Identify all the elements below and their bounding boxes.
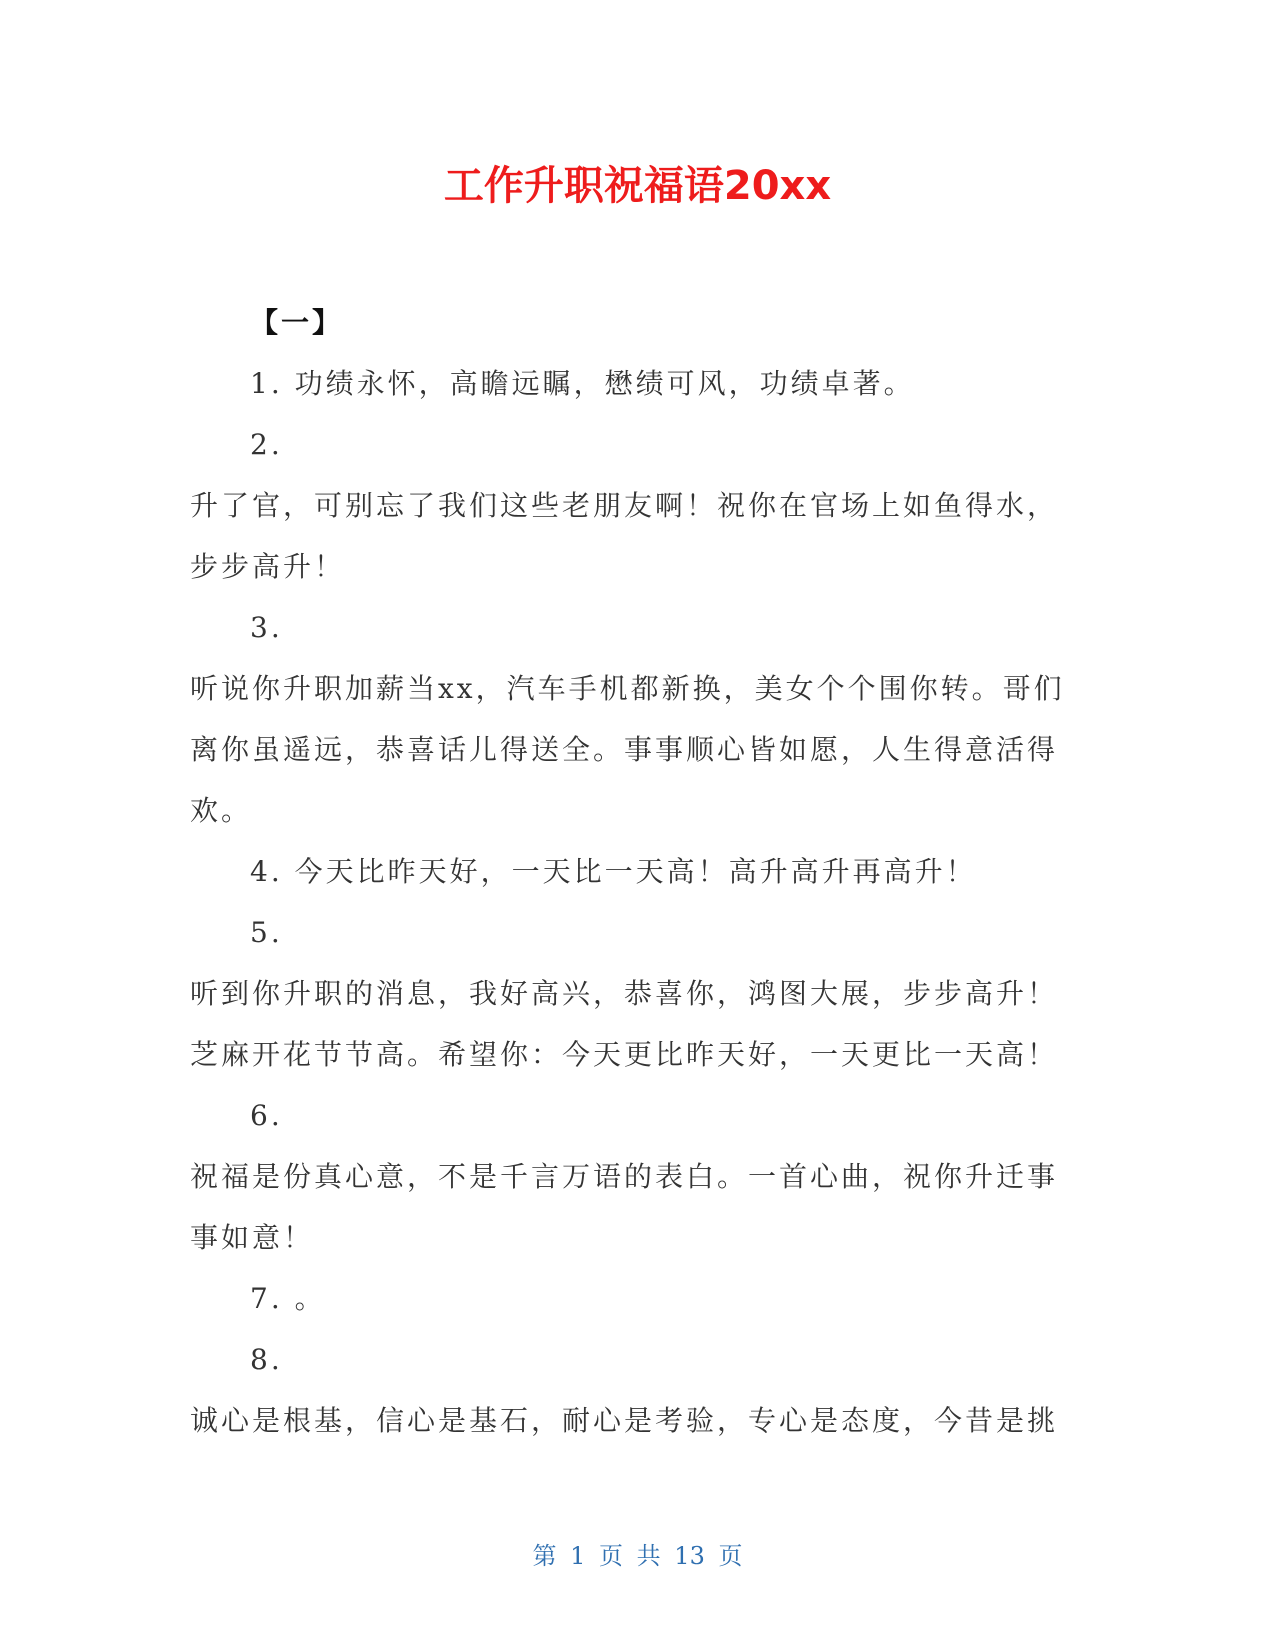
paragraph-line: 步步高升！ — [190, 550, 346, 583]
paragraph-line: 欢。 — [190, 794, 253, 827]
paragraph-line: 升了官，可别忘了我们这些老朋友啊！祝你在官场上如鱼得水， — [190, 489, 1059, 522]
list-item-number: 5. — [250, 916, 283, 949]
list-item-number: 2. — [250, 428, 283, 461]
list-item-number: 1. 功绩永怀，高瞻远瞩，懋绩可风，功绩卓著。 — [250, 367, 915, 400]
paragraph-line: 听说你升职加薪当xx，汽车手机都新换，美女个个围你转。哥们 — [190, 672, 1065, 705]
paragraph-line: 诚心是根基，信心是基石，耐心是考验，专心是态度，今昔是挑 — [190, 1404, 1059, 1437]
section-heading: 【一】 — [250, 306, 344, 339]
paragraph-line: 离你虽遥远，恭喜话儿得送全。事事顺心皆如愿，人生得意活得 — [190, 733, 1059, 766]
list-item-number: 6. — [250, 1099, 283, 1132]
list-item-number: 7. 。 — [250, 1282, 326, 1315]
page-number-footer: 第 1 页 共 13 页 — [532, 1542, 743, 1570]
list-item-number: 8. — [250, 1343, 283, 1376]
document-title: 工作升职祝福语20xx — [443, 163, 832, 209]
paragraph-line: 祝福是份真心意，不是千言万语的表白。一首心曲，祝你升迁事 — [190, 1160, 1059, 1193]
paragraph-line: 听到你升职的消息，我好高兴，恭喜你，鸿图大展，步步高升！ — [190, 977, 1059, 1010]
paragraph-line: 芝麻开花节节高。希望你：今天更比昨天好，一天更比一天高！ — [190, 1038, 1059, 1071]
list-item-number: 4. 今天比昨天好，一天比一天高！高升高升再高升！ — [250, 855, 977, 888]
paragraph-line: 事如意！ — [190, 1221, 315, 1254]
document-body — [190, 292, 1070, 1451]
list-item-number: 3. — [250, 611, 283, 644]
